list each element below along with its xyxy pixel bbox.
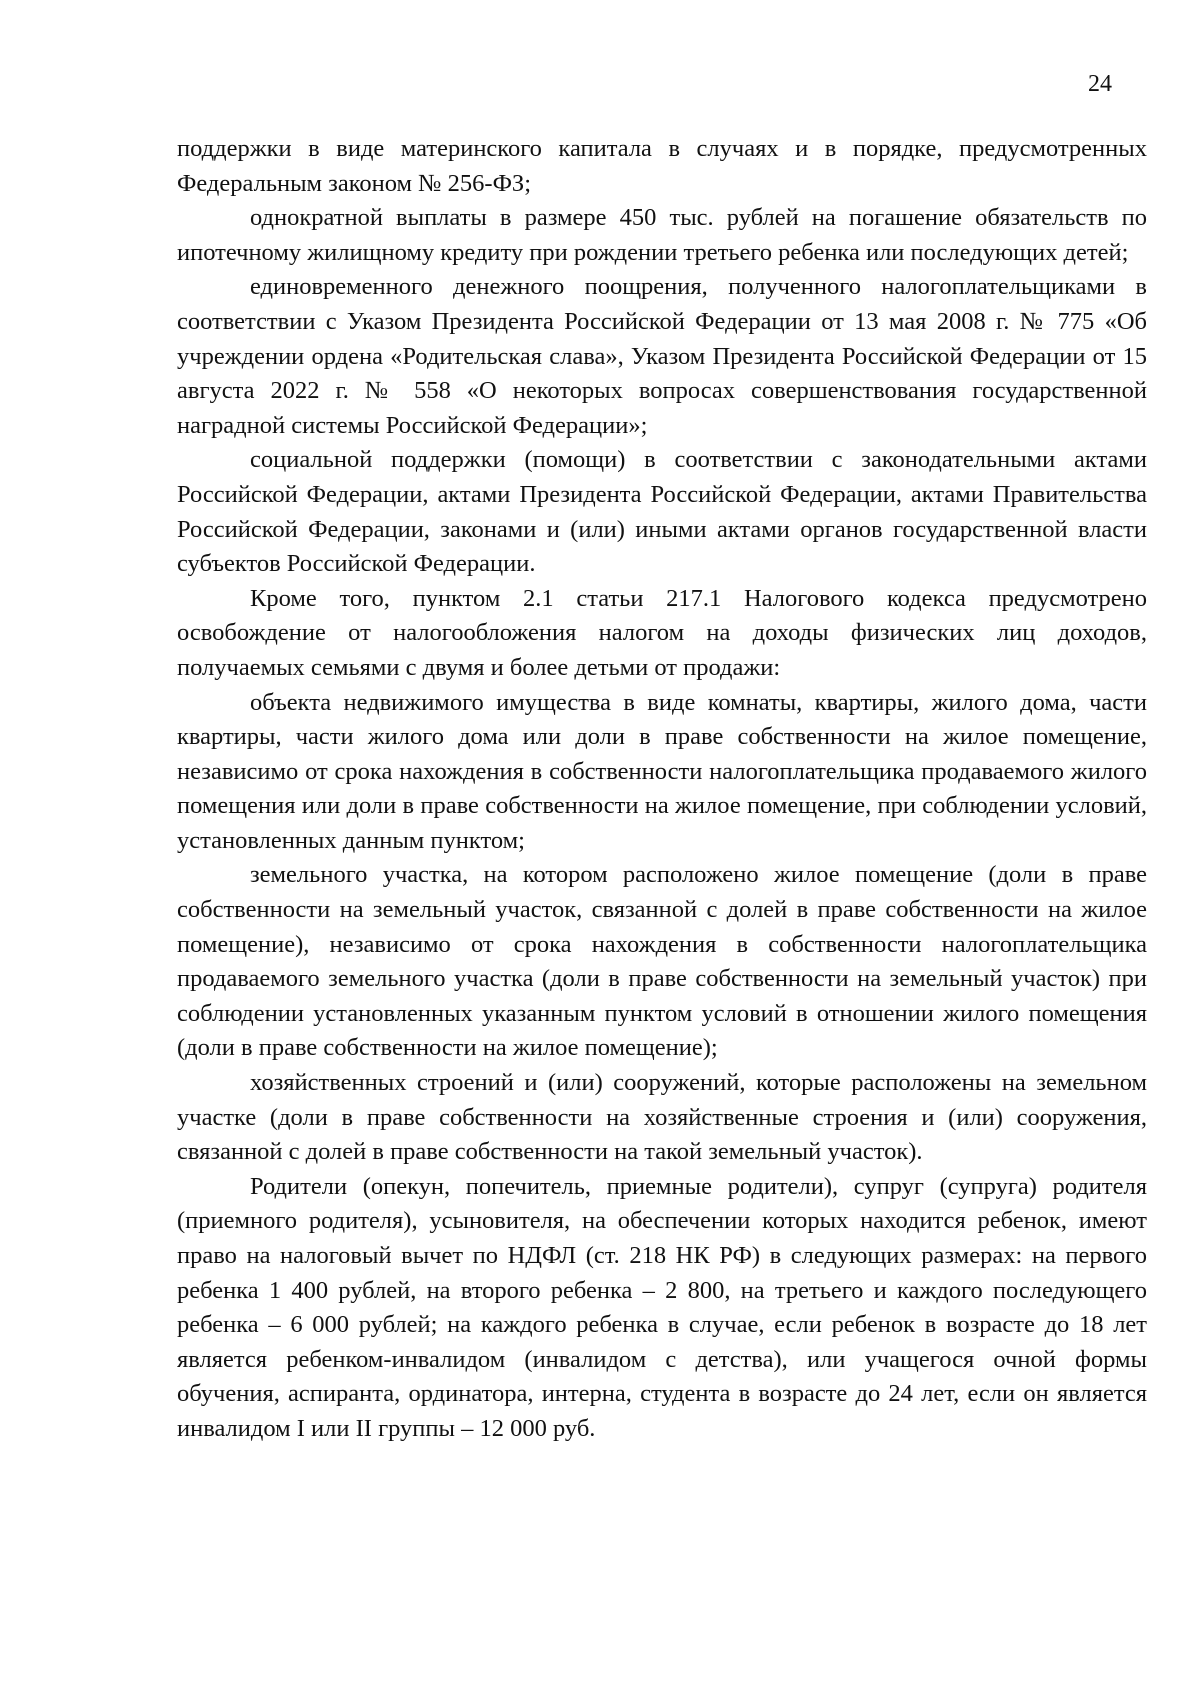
paragraph-land-plot-sale: земельного участка, на котором расположено жилое помещение (доли в праве собственности на земельный участок, связанной с долей в праве собственности на жилое помещение), независимо от срока нахождения в собственности налогоплательщика продаваемого земельного участка (доли в праве собственности на земельный участок) при соблюдении установленных указанным пунктом условий в отношении жилого помещения (доли в праве собственности на жилое помещение); (177, 861, 1147, 1062)
paragraph-outbuildings-sale: хозяйственных строений и (или) сооружений, которые расположены на земельном участке (доли в праве собственности на хозяйственные строения и (или) сооружения, связанной с долей в праве собственности на такой земельный участок). (177, 1069, 1147, 1166)
paragraph-child-tax-deduction: Родители (опекун, попечитель, приемные родители), супруг (супруга) родителя (приемного родителя), усыновителя, на обеспечении которых находится ребенок, имеют право на налоговый вычет по НДФЛ (ст. 218 НК РФ) в следующих размерах: на первого ребенка 1 400 рублей, на второго ребенка – 2 800, на третьего и каждого последующего ребенка – 6 000 рублей; на каждого ребенка в случае, если ребенок в возрасте до 18 лет является ребенком-инвалидом (инвалидом с детства), или учащегося очной формы обучения, аспиранта, ординатора, интерна, студента в возрасте до 24 лет, если он является инвалидом I или II группы – 12 000 руб. (177, 1172, 1147, 1442)
paragraph-real-estate-sale: объекта недвижимого имущества в виде комнаты, квартиры, жилого дома, части квартиры, части жилого дома или доли в праве собственности на жилое помещение, независимо от срока нахождения в собственности налогоплательщика продаваемого жилого помещения или доли в праве собственности на жилое помещение, при соблюдении условий, установленных данным пунктом; (177, 688, 1147, 854)
paragraph-tax-exemption-intro: Кроме того, пунктом 2.1 статьи 217.1 Налогового кодекса предусмотрено освобождение от налогообложения налогом на доходы физических лиц доходов, получаемых семьями с двумя и более детьми от продажи: (177, 584, 1147, 681)
paragraph-mortgage-payment: однократной выплаты в размере 450 тыс. рублей на погашение обязательств по ипотечному жилищному кредиту при рождении третьего ребенка или последующих детей; (177, 204, 1147, 266)
page-number: 24 (1088, 71, 1112, 97)
paragraph-maternity-capital: поддержки в виде материнского капитала в случаях и в порядке, предусмотренных Федеральным законом № 256-ФЗ; (177, 135, 1147, 197)
paragraph-parental-glory-award: единовременного денежного поощрения, полученного налогоплательщиками в соответствии с Указом Президента Российской Федерации от 13 мая 2008 г. № 775 «Об учреждении ордена «Родительская слава», Указом Президента Российской Федерации от 15 августа 2022 г. № 558 «О некоторых вопросах совершенствования государственной наградной системы Российской Федерации»; (177, 273, 1147, 439)
paragraph-social-support: социальной поддержки (помощи) в соответствии с законодательными актами Российской Федерации, актами Президента Российской Федерации, актами Правительства Российской Федерации, законами и (или) иными актами органов государственной власти субъектов Российской Федерации. (177, 446, 1147, 578)
document-body (177, 132, 1147, 1447)
